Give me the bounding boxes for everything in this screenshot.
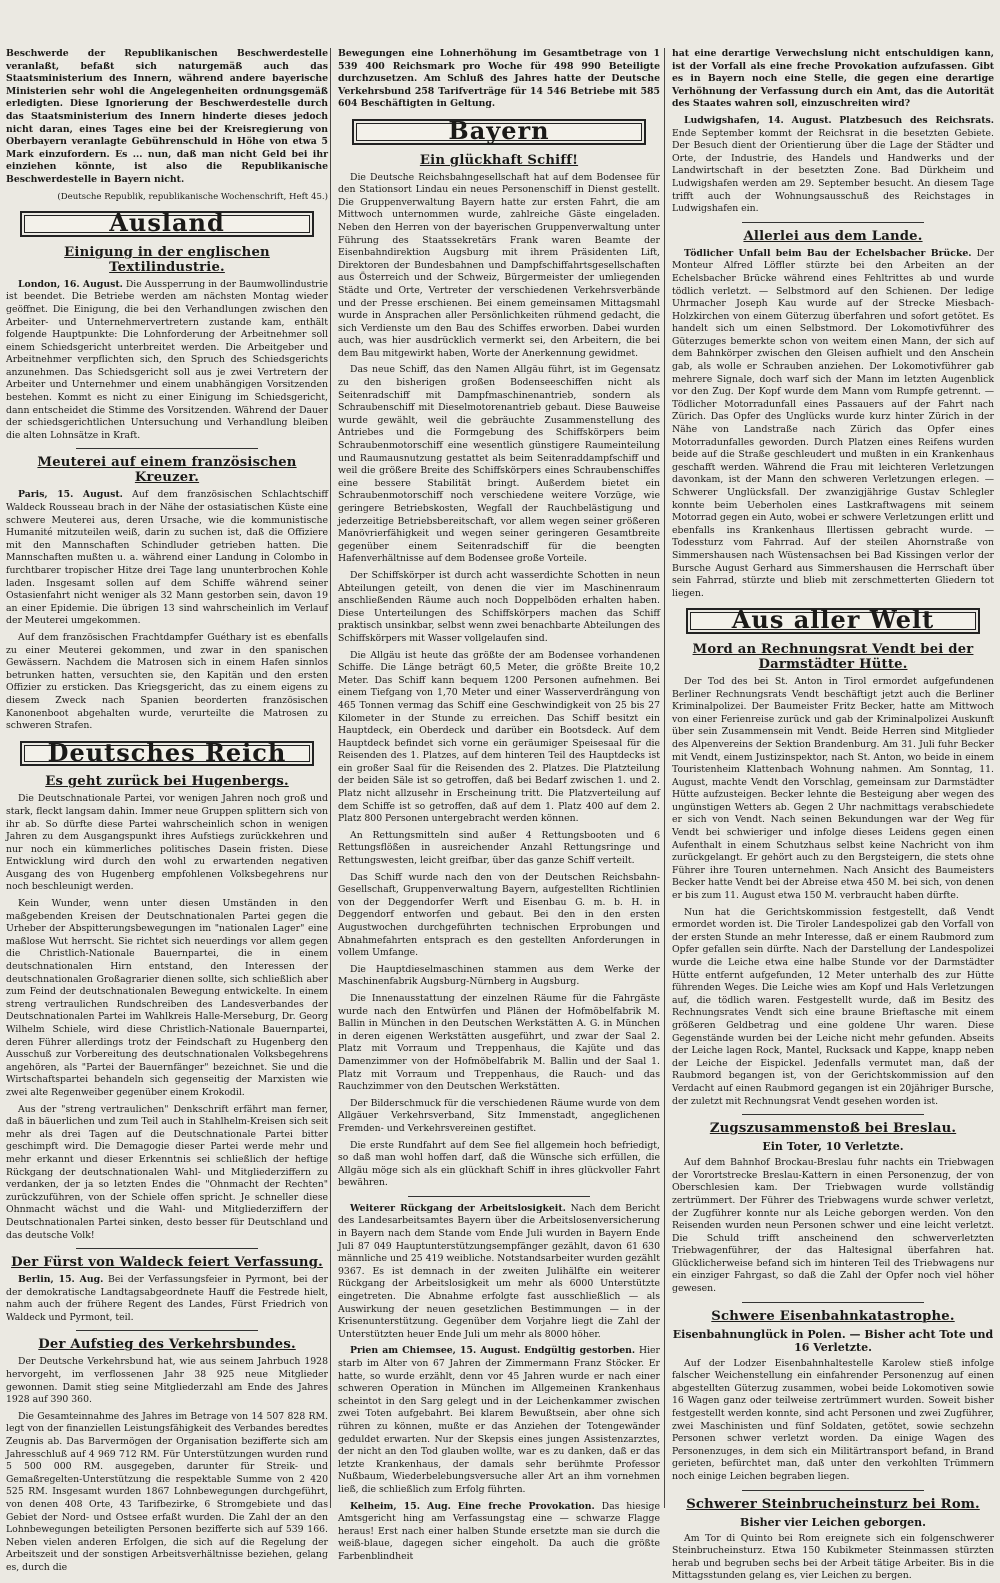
section-header-bayern: Bayern xyxy=(352,119,646,145)
article-body: Der Tod des bei St. Anton in Tirol ermordet aufgefundenen Berliner Rechnungsrats Vendt beschäftigt jetzt auch die Berliner Kriminalpolizei. Der Baumeister Fritz Becker, hatte am Mittwoch von einer Ferienreise zurück und gab der Kriminalpolizei Auskunft über sein Zusammensein mit Vendt. Beide Herren sind Mitglieder des Alpenvereins der Sektion Brandenburg. Am 31. Juli fuhr Becker mit Vendt, einem Justizinspektor, nach St. Anton, wo beide in einem Touristenheim Klattenbach Wohnung nahmen. Am Sonntag, 11. August, machte Vendt den Vorschlag, gemeinsam zur Darmstädter Hütte aufzusteigen. Becker lehnte die Besteigung aber wegen des ungünstigen Wetters ab. Gegen 2 Uhr nachmittags verabschiedete er sich von Vendt. Nach seinen Bekundungen war der Weg für Vendt bei schwieriger und infolge dieses Leidens gegen einen Aufenthalt in einem Schutzhaus selbst keine Nachricht von ihm zurückgelangt. Er gehört auch zu den Bergsteigern, die stets ohne Führer ihre Touren unternehmen. Nach Ansicht des Baumeisters Becker hatte Vendt bei der Abreise etwa 450 M. bei sich, von denen er bis zum 11. August etwa 150 M. verbraucht haben dürfte. xyxy=(672,675,994,902)
article-subheadline: Bisher vier Leichen geborgen. xyxy=(740,1515,926,1529)
column-right xyxy=(672,48,994,1582)
column-rule xyxy=(330,48,331,1508)
section-header-deutsches-reich: Deutsches Reich xyxy=(20,741,314,767)
article-headline: Ein glückhaft Schiff! xyxy=(419,152,579,168)
article-divider xyxy=(742,1302,924,1303)
article-body xyxy=(338,1345,660,1496)
intro-paragraph: Beschwerde der Republikanischen Beschwerdestelle veranlaßt, befaßt sich naturgemäß auch das Staatsministerium des Innern, während andere bayerische Ministerien sehr wohl die Angelegenheiten ordnungsgemäß erledigten. Diese Ignorierung der Beschwerdestelle durch das Staatsministerium des Innern hinderte dieses jedoch nicht daran, eines Tages eine bei der Kreisregierung von Oberbayern veranlagte Gebührenschuld in Höhe von etwa 5 Mark einzufordern. Es ... nun, daß man nicht Geld bei ihr einziehen könnte, ist also die Republikanische Beschwerdestelle in Bayern nicht. xyxy=(6,48,328,185)
article-text: Bei der Verfassungsfeier in Pyrmont, bei der der demokratische Landtagsabgeordnete Hauff die Festrede hielt, nahm auch der frühere Regent des Landes, Fürst Friedrich von Waldeck und Pyrmont, teil. xyxy=(6,1274,328,1323)
article-body: Die Innenausstattung der einzelnen Räume für die Fahrgäste wurde nach den Entwürfen und Plänen der Hofmöbelfabrik M. Ballin in München in den Deutschen Werkstätten A. G. in München in deren eigenen Werkstätten ausgeführt, und zwar der Saal 2. Platz mit Vorraum und Treppenhaus, die Kajüte und das Damenzimmer von der Hofmöbelfabrik M. Ballin und der Saal 1. Platz mit Vorraum und Treppenhaus, die Rauch- und das Rauchzimmer von den Deutschen Werkstätten. xyxy=(338,992,660,1093)
article-divider xyxy=(408,1196,590,1197)
article-divider xyxy=(742,1114,924,1115)
dateline: London, 16. August. xyxy=(18,278,123,290)
dateline: Paris, 15. August. xyxy=(18,489,123,501)
article-body xyxy=(672,115,994,216)
section-header-ausland: Ausland xyxy=(20,211,314,237)
article-text: Auf dem französischen Schlachtschiff Waldeck Rousseau brach in der Nähe der ostasiatischen Küste eine schwere Meuterei aus, deren Ursache, wie die kommunistische Humanité mitzuteilen weiß, darin zu suchen ist, daß die Offiziere mit den Mannschaften Schindluder getrieben hatten. Die Mannschaften mußten u. a. während einer Landung in Colombo in furchtbarer tropischer Hitze drei Tage lang ununterbrochen Kohle laden. Insgesamt sollen auf dem Schiffe während seiner Ostasienfahrt nicht weniger als 32 Mann gestorben sein, davon 19 an einer Epidemie. Die übrigen 13 sind wahrscheinlich im Verlauf der Meuterei umgekommen. xyxy=(6,489,328,627)
article-body: Die Hauptdieselmaschinen stammen aus dem Werke der Maschinenfabrik Augsburg-Nürnberg in Augsburg. xyxy=(338,963,660,988)
source-citation: (Deutsche Republik, republikanische Wochenschrift, Heft 45.) xyxy=(57,191,328,202)
article-headline: Schwerer Steinbrucheinsturz bei Rom. xyxy=(686,1496,980,1512)
dateline: Prien am Chiemsee, 15. August. xyxy=(350,1345,521,1357)
article-body: Die Allgäu ist heute das größte der am Bodensee vorhandenen Schiffe. Die Länge beträgt 60,5 Meter, die größte Breite 10,2 Meter. Das Schiff kann bequem 1200 Personen aufnehmen. Bei einem Tiefgang von 1,70 Meter und einer Wasserverdrängung von 465 Tonnen vermag das Schiff eine Geschwindigkeit von 25 bis 27 Kilometer in der Stunde zu erreichen. Das Schiff besitzt ein Hauptdeck, ein Oberdeck und darüber ein Bootsdeck. Auf dem Hauptdeck befindet sich vorne ein geräumiger Speisesaal für die Reisenden des 1. Platzes, auf dem hinteren Teil des Hauptdecks ist ein großer Saal für die Reisenden des 2. Platzes. Die Platzteilung der beiden Säle ist so getroffen, daß bei Bedarf zwischen 1. und 2. Platz nicht allzusehr in Erscheinung tritt. Die Platzverteilung auf dem Schiffe ist so getroffen, daß auf dem 1. Platz 400 auf dem 2. Platz 800 Personen untergebracht werden können. xyxy=(338,649,660,825)
article-body: Der Schiffskörper ist durch acht wasserdichte Schotten in neun Abteilungen geteilt, von denen die vier im Maschinenraum anschließenden Räume auch noch Doppelböden erhalten haben. Diese Unterteilungen des Schiffskörpers machen das Schiff praktisch unsinkbar, selbst wenn zwei benachbarte Abteilungen des Schiffskörpers mit Wasser vollgelaufen sind. xyxy=(338,569,660,644)
article-subheadline: Ein Toter, 10 Verletzte. xyxy=(762,1140,904,1154)
article-body xyxy=(6,489,328,628)
article-body xyxy=(338,1501,660,1564)
article-body: Der Deutsche Verkehrsbund hat, wie aus seinem Jahrbuch 1928 hervorgeht, im verflossenen Jahr 38 925 neue Mitglieder gewonnen. Damit stieg seine Mitgliederzahl am Ende des Jahres 1928 auf 390 360. xyxy=(6,1356,328,1406)
article-body xyxy=(672,248,994,601)
article-body: Auf dem französischen Frachtdampfer Guéthary ist es ebenfalls zu einer Meuterei gekommen, und zwar in den spanischen Gewässern. Nachdem die Matrosen sich in einem Hafen sinnlos betrunken hatten, versuchten sie, den Kapitän und den ersten Offizier zu ersticken. Das Kriegsgericht, das zu einem eigens zu diesem Zweck nach Spanien beorderten französischen Kanonenboot abgehalten wurde, verurteilte die Matrosen zu schweren Strafen. xyxy=(6,631,328,732)
article-body xyxy=(6,279,328,443)
intro-paragraph: hat eine derartige Verwechslung nicht entschuldigen kann, ist der Vorfall als eine freche Provokation aufzufassen. Gibt es in Bayern noch eine Stelle, die gegen eine derartige Verhöhnung der Verfassung durch ein Amt, das die Autorität des Staates wahren soll, einzuschreiten wird? xyxy=(672,48,994,110)
article-lead: Platzbesuch des Reichsrats. xyxy=(839,114,994,126)
article-divider xyxy=(76,1330,258,1331)
article-text: Nach dem Bericht des Landesarbeitsamtes Bayern über die Arbeitslosenversicherung in Bayern nach dem Stande vom Ende Juli wurden in Bayern Ende Juli 87 049 Hauptunterstützungsempfänger gezählt, davon 61 630 männliche und 25 419 weibliche. Notstandsarbeiter wurden gezählt 9367. Es ist demnach in der zweiten Julihälfte ein weiterer Rückgang der Arbeitslosigkeit um mehr als 6000 Unterstützte eingetreten. Die Abnahme erfolgte fast ausschließlich — als Auswirkung der neuen gesetzlichen Bestimmungen — in der Krisenunterstützung. Gegenüber dem Vorjahre liegt die Zahl der Unterstützten heuer Ende Juli um mehr als 8000 höher. xyxy=(338,1202,660,1340)
article-lead: Endgültig gestorben. xyxy=(524,1345,636,1357)
article-body: Die Deutschnationale Partei, vor wenigen Jahren noch groß und stark, fleckt langsam dahin. Immer neue Gruppen splittern sich von ihr ab. So dürfte diese Partei wahrscheinlich schon in wenigen Jahren zu dem Ausgangspunkt ihres Aufstiegs zurückkehren und nur noch ein kümmerliches politisches Dasein fristen. Diese Entwicklung wird durch den wohl zu erwartenden negativen Ausgang des von Hugenberg empfohlenen Volksbegehrens nur noch beschleunigt werden. xyxy=(6,793,328,893)
section-header-aus-aller-welt: Aus aller Welt xyxy=(686,608,980,634)
article-headline: Allerlei aus dem Lande. xyxy=(743,228,923,244)
article-lead: Eine freche Provokation. xyxy=(457,1500,595,1512)
dateline: Ludwigshafen, 14. August. xyxy=(684,114,832,126)
intro-paragraph: Bewegungen eine Lohnerhöhung im Gesamtbetrage von 1 539 400 Reichsmark pro Woche für 498 990 Beteiligte durchzusetzen. Am Schluß des Jahres hatte der Deutsche Verkehrsbund 258 Tarifverträge für 14 546 Betriebe mit 585 604 Beschäftigten in Geltung. xyxy=(338,48,660,110)
article-divider xyxy=(76,1248,258,1249)
article-body: Auf der Lodzer Eisenbahnhaltestelle Karolew stieß infolge falscher Weichenstellung ein einfahrender Personenzug auf einen abgestellten Güterzug zusammen, wobei beide Lokomotiven sowie 16 Wagen ganz oder teilweise zertrümmert wurden. Soweit bisher festgestellt werden konnte, sind acht Personen und zwei Zugführer, zwei Maschinisten und fünf Soldaten, getötet, sowie sechzehn Personen schwer verletzt worden. Da einige Wagen des Personenzuges, in dem sich ein Militärtransport befand, in Brand gerieten, befürchtet man, daß unter den verkohlten Trümmern noch einige Leichen begraben liegen. xyxy=(672,1357,994,1482)
column-rule xyxy=(664,48,665,1508)
article-body: Das neue Schiff, das den Namen Allgäu führt, ist im Gegensatz zu den bisherigen großen Bodenseeschiffen nicht als Seitenradschiff mit Dampfmaschinenantrieb, sondern als Schraubenschiff mit Dieselmotorenantrieb gebaut. Diese Bauweise wurde gewählt, weil die gebräuchte Zusammenstellung des Antriebes und die Formgebung des Schiffskörpers beim Schraubenmotorschiff eine wesentlich günstigere Raumeinteilung und Raumausnutzung gestattet als beim Seitenraddampfschiff und weil die größere Breite des Schiffskörpers eines Schraubenschiffes eine bessere Stabilität bringt. Außerdem bietet ein Schraubenmotorschiff noch verschiedene weitere Vorzüge, wie geringere Betriebskosten, Wegfall der Rauchbelästigung und jederzeitige Betriebsbereitschaft, vor allem wegen seiner größeren Manövrierfähigkeit und wegen seiner geringeren Gesamtbreite gegenüber einem Seitenradschiff für die beengten Hafenverhältnisse auf dem Bodensee große Vorteile. xyxy=(338,364,660,565)
article-headline: Der Fürst von Waldeck feiert Verfassung. xyxy=(11,1255,323,1271)
article-divider xyxy=(76,448,258,449)
article-body: Aus der "streng vertraulichen" Denkschrift erfährt man ferner, daß in bäuerlichen und zum Teil auch in Stahlhelm-Kreisen sich seit mehr als drei Tagen auf die Deutschnationale Partei bitter geschimpft wird. Die Demagogie dieser Partei werde mehr und mehr erkannt und dieser Erkenntnis sei schließlich der heftige Rückgang der deutschnationalen Wahl- und Mitgliederziffern zu verdanken, der ja so letzten Endes die "Ohnmacht der Rechten" zurückzuführen, von der Schiele offen spricht. Je schneller diese Ohnmacht wächst und die Wahl- und Mitgliederziffern der Deutschnationalen Partei sinken, desto besser für Deutschland und das deutsche Volk! xyxy=(6,1103,328,1241)
article-headline: Meuterei auf einem französischen Kreuzer. xyxy=(37,455,297,486)
article-text: Hier starb im Alter von 67 Jahren der Zimmermann Franz Stöcker. Er hatte, so wurde erzählt, denn vor 45 Jahren wurde er nach einer schweren Operation in München im Allgemeinen Krankenhaus scheintot in den Sarg gelegt und in der Leichenkammer zwischen zwei Toten aufgebahrt. Bei klarem Bewußtsein, aber ohne sich rühren zu können, mußte er das Anziehen der Totengewänder geduldet erwarten. Nur der Skepsis eines jungen Assistenzarztes, der nicht an den Tod glauben wollte, war es zu danken, daß er das letzte Krankenhaus, der damals sehr berühmte Professor Nußbaum, Wiederbelebungsversuche aller Art an ihm vornehmen ließ, die schließlich zum Erfolg führten. xyxy=(338,1345,660,1495)
article-divider xyxy=(742,1490,924,1491)
article-body xyxy=(6,1274,328,1324)
article-headline: Mord an Rechnungsrat Vendt bei der Darmstädter Hütte. xyxy=(692,641,974,672)
article-headline: Schwere Eisenbahnkatastrophe. xyxy=(711,1308,955,1324)
dateline: Kelheim, 15. Aug. xyxy=(350,1500,451,1512)
article-body: Der Bilderschmuck für die verschiedenen Räume wurde von dem Allgäuer Verkehrsverband, Sitz Immenstadt, angeglichenen Fremden- und Verkehrsvereinen gestiftet. xyxy=(338,1097,660,1134)
article-headline: Der Aufstieg des Verkehrsbundes. xyxy=(38,1337,296,1353)
column-middle xyxy=(338,48,660,1562)
article-body xyxy=(338,1203,660,1342)
article-headline: Es geht zurück bei Hugenbergs. xyxy=(45,774,289,790)
article-body: Das Schiff wurde nach den von der Deutschen Reichsbahn-Gesellschaft, Gruppenverwaltung Bayern, aufgestellten Richtlinien von der Deggendorfer Werft und Eisenbau G. m. b. H. in Deggendorf entworfen und gebaut. Bei den in den ersten Augustwochen durchgeführten technischen Erprobungen und Abnahmefahrten entsprach es den gestellten Anforderungen in vollem Umfange. xyxy=(338,871,660,959)
article-body: Die Gesamteinnahme des Jahres im Betrage von 14 507 828 RM. legt von der finanziellen Leistungsfähigkeit des Verbandes beredtes Zeugnis ab. Das Barvermögen der Organisation bezifferte sich am Jahresschluß auf 4 969 712 RM. Für Unterstützungen wurden rund 5 500 000 RM. ausgegeben, darunter für Streik- und Gemaßregelten-Unterstützung die respektable Summe von 2 420 525 RM. Insgesamt wurden 1867 Lohnbewegungen durchgeführt, von denen 408 Orte, 43 Tarifbezirke, 6 Stromgebiete und das Gebiet der Nord- und Ostsee erfaßt wurden. Die Zahl der an den Lohnbewegungen beteiligten Personen bezifferte sich auf 539 166. Neben vielen anderen Erfolgen, die sich auf die Regelung der Arbeitszeit und der sonstigen Arbeitsverhältnisse beziehen, gelang es, durch die xyxy=(6,1410,328,1573)
article-subheadline: Eisenbahnunglück in Polen. — Bisher acht Tote und 16 Verletzte. xyxy=(672,1327,994,1354)
article-text: Ende September kommt der Reichsrat in die besetzten Gebiete. Der Besuch dient der Orientierung über die Lage der Städter und Orte, der Industrie, des Handels und Handwerks und der Landwirtschaft in der besetzten Zone. Bad Dürkheim und Ludwigshafen werden am 29. September besucht. An diesem Tage trifft auch der Wohnungsausschuß des Reichstages in Ludwigshafen ein. xyxy=(672,127,994,215)
dateline: Berlin, 15. Aug. xyxy=(18,1274,104,1286)
article-text: Der Monteur Alfred Löffler stürzte bei den Arbeiten an der Echelsbacher Brücke während eines Fehltrittes ab und wurde tödlich verletzt. — Selbstmord auf den Schienen. Der ledige Uhrmacher Joseph Kau wurde auf der Strecke Miesbach-Holzkirchen von einem Güterzug überfahren und sofort getötet. Es handelt sich um einen Selbstmord. Der Lokomotivführer des Güterzuges bemerkte schon von weitem einen Mann, der sich auf dem Bahnkörper zwischen den Gleisen aufhielt und den Anschein gab, als wolle er Schrauben anziehen. Der Lokomotivführer gab mehrere Signale, doch warf sich der Mann im letzten Augenblick vor den Zug. Der Kopf wurde dem Mann vom Rumpfe getrennt. — Tödlicher Motorradunfall eines Passauers auf der Fahrt nach Zürich. Das Opfer des Unglücks wurde kurz hinter Zürich in der Nähe von Landstraße nach Zürich das Opfer eines Motorradunfalles geworden. Durch Platzen eines Reifens wurden beide auf die Straße geschleudert und mußten in ein Krankenhaus geschafft werden. Während die Frau mit leichteren Verletzungen davonkam, ist der Mann den schweren Verletzungen erlegen. — Schwerer Unglücksfall. Der zwanzigjährige Gustav Schlegler konnte beim Ueberholen eines Lastkraftwagens mit seinem Motorrad gegen ein Auto, wobei er schwere Verletzungen erlitt und ebenfalls ins Krankenhaus Illertissen gebracht wurde. — Todessturz vom Fahrrad. Auf der steilen Ahornstraße von Simmershausen nach Wüstensachsen bei Bad Kissingen verlor der Bursche August Gerhard aus Simmershausen die Herrschaft über sein Fahrrad, stürzte und blieb mit zerschmetterten Gliedern tot liegen. xyxy=(672,247,994,599)
article-body: An Rettungsmitteln sind außer 4 Rettungsbooten und 6 Rettungsflößen in ausreichender Anzahl Rettungsringe und Rettungswesten, leicht greifbar, über das ganze Schiff verteilt. xyxy=(338,829,660,867)
article-headline: Einigung in der englischen Textilindustrie. xyxy=(64,244,270,275)
article-lead: Weiterer Rückgang der Arbeitslosigkeit. xyxy=(350,1202,566,1214)
article-body: Die Deutsche Reichsbahngesellschaft hat auf dem Bodensee für den Stationsort Lindau ein neues Personenschiff in Dienst gestellt. Die Gruppenverwaltung Bayern hatte zur ersten Fahrt, die am Mittwoch unternommen wurde, zahlreiche Gäste eingeladen. Neben den Herren von der bayerischen Gruppenverwaltung unter Führung des Staatssekretärs Frank waren Beamte der Eisenbahndirektion Augsburg mit ihrem Präsidenten Lift, Direktoren der Bundesbahnen und Dampfschiffahrtsgesellschaften aus Österreich und der Schweiz, Bürgermeister der umliegenden Städte und Orte, Vertreter der verschiedenen Verkehrsverbände und der Presse erschienen. Bei einem gemeinsamen Mittagsmahl wurde in Ansprachen aller Persönlichkeiten rühmend gedacht, die sich Verdienste um den Bau des Schiffes erworben. Dabei wurden auch, was hier ausdrücklich vermerkt sei, den Arbeitern, die bei dem Bau mitgewirkt haben, Worte der Anerkennung gewidmet. xyxy=(338,171,660,359)
article-divider xyxy=(742,222,924,223)
column-left xyxy=(6,48,328,1573)
article-headline: Zugszusammenstoß bei Breslau. xyxy=(709,1121,957,1137)
article-body: Nun hat die Gerichtskommission festgestellt, daß Vendt ermordet worden ist. Die Tiroler Landespolizei gab den Vorfall von der ersten Stunde an mehr Interesse, daß er einem Raubmord zum Opfer gefallen sein dürfte. Nach der Darstellung der Landespolizei wurde die Leiche etwa eine halbe Stunde vor der Darmstädter Hütte entfernt aufgefunden, 12 Meter unterhalb des zur Hütte führenden Weges. Die Leiche wies am Kopf und Hals Verletzungen auf, die tödlich waren. Festgestellt wurde, daß im Besitz des Rechnungsrates Vendt sich eine braune Brieftasche mit einem größeren Geldbetrag und eine goldene Uhr waren. Diese Gegenstände wurden bei der Leiche nicht mehr gefunden. Abseits der Leiche lagen Rock, Mantel, Rucksack und Kappe, knapp neben der Leiche der Eispickel. Jedenfalls vermutet man, daß der Raubmord begangen ist, von der Gerichtskommission auf den Verdacht auf einen Raubmord gegangen ist ein 20jähriger Bursche, der zuletzt mit Rechnungsrat Vendt gesehen worden ist. xyxy=(672,906,994,1107)
article-body: Auf dem Bahnhof Brockau-Breslau fuhr nachts ein Triebwagen der Vorortstrecke Breslau-Kattern in einen Personenzug, der von Oberschlesien kam. Der Triebwagen wurde vollständig zertrümmert. Der Führer des Triebwagens wurde schwer verletzt, der Zugführer konnte nur als Leiche geborgen werden. Von den Reisenden wurden neun Personen schwer und eine leicht verletzt. Die Schuld trifft anscheinend den schwerverletzten Triebwagenführer, der das Haltesignal überfahren hat. Glücklicherweise befand sich im hinteren Teil des Triebwagens nur ein einziger Fahrgast, so daß die Zahl der Opfer noch viel höher gewesen. xyxy=(672,1157,994,1295)
article-text: Das hiesige Amtsgericht hing am Verfassungstag eine — schwarze Flagge heraus! Erst nach einer halben Stunde ersetzte man sie durch die weiß-blaue, dagegen sicher eingeholt. Da auch die größte Farbenblindheit xyxy=(338,1500,660,1562)
article-lead: Tödlicher Unfall beim Bau der Echelsbacher Brücke. xyxy=(684,247,972,259)
article-body: Die erste Rundfahrt auf dem See fiel allgemein hoch befriedigt, so daß man wohl hoffen darf, daß die Wünsche sich erfüllen, die Allgäu möge sich als ein glückhaft Schiff in ihres glückvoller Fahrt bewähren. xyxy=(338,1139,660,1189)
article-body: Kein Wunder, wenn unter diesen Umständen in den maßgebenden Kreisen der Deutschnationalen Partei gegen die Urheber der Abspitterungsbewegungen im "nationalen Lager" eine maßlose Wut herrscht. Sie richtet sich neuerdings vor allem gegen die Christlich-Nationale Bauernpartei, die in einem deutschnationalen Hirn entstand, den Interessen der deutschnationalen Großagrarier dienen sollte, sich schließlich aber zum Feind der deutschnationalen Bewegung entwickelte. In einem streng vertraulichen Rundschreiben des Landesverbandes der Deutschnationalen Partei im Wahlkreis Halle-Merseburg, Dr. Georg Wilhelm Schiele, wird diese Christlich-Nationale Bauernpartei, deren Führer allerdings trotz der Feindschaft zu Hugenberg den Ausschuß zur Vorbereitung des deutschnationalen Volksbegehrens angehören, als "Partei der Bauernfänger" bezeichnet. Sie und die Wirtschaftspartei behandeln sich gegenseitig der Marxisten wie zwei alte Regenweiber gegenüber einem Krokodil. xyxy=(6,898,328,1098)
article-text: Die Aussperrung in der Baumwollindustrie ist beendet. Die Betriebe werden am nächsten Montag wieder geöffnet. Die Einigung, die bei den Verhandlungen zwischen den Arbeiter- und Unternehmervertretern zustande kam, enthält folgende Hauptpunkte: Die Lohnforderung der Arbeitnehmer soll einem Schiedsgericht unterbreitet werden. Die Arbeitgeber und Arbeitnehmer verpflichten sich, den Spruch des Schiedsgerichts anzunehmen. Das Schiedsgericht soll aus je zwei Vertretern der Arbeiter und Unternehmer und einem unabhängigen Vorsitzenden bestehen. Kommt es nicht zu einer Einigung im Schiedsgericht, dann entscheidet die Stimme des Vorsitzenden. Während der Dauer der schiedsgerichtlichen Untersuchung und Verhandlung bleiben die alten Lohnsätze in Kraft. xyxy=(6,278,328,441)
article-body: Am Tor di Quinto bei Rom ereignete sich ein folgenschwerer Steinbrucheinsturz. Etwa 150 Kubikmeter Steinmassen stürzten herab und begruben sechs bei der Arbeit tätige Arbeiter. Bis in die Mittagsstunden gelang es, vier Leichen zu bergen. xyxy=(672,1532,994,1582)
